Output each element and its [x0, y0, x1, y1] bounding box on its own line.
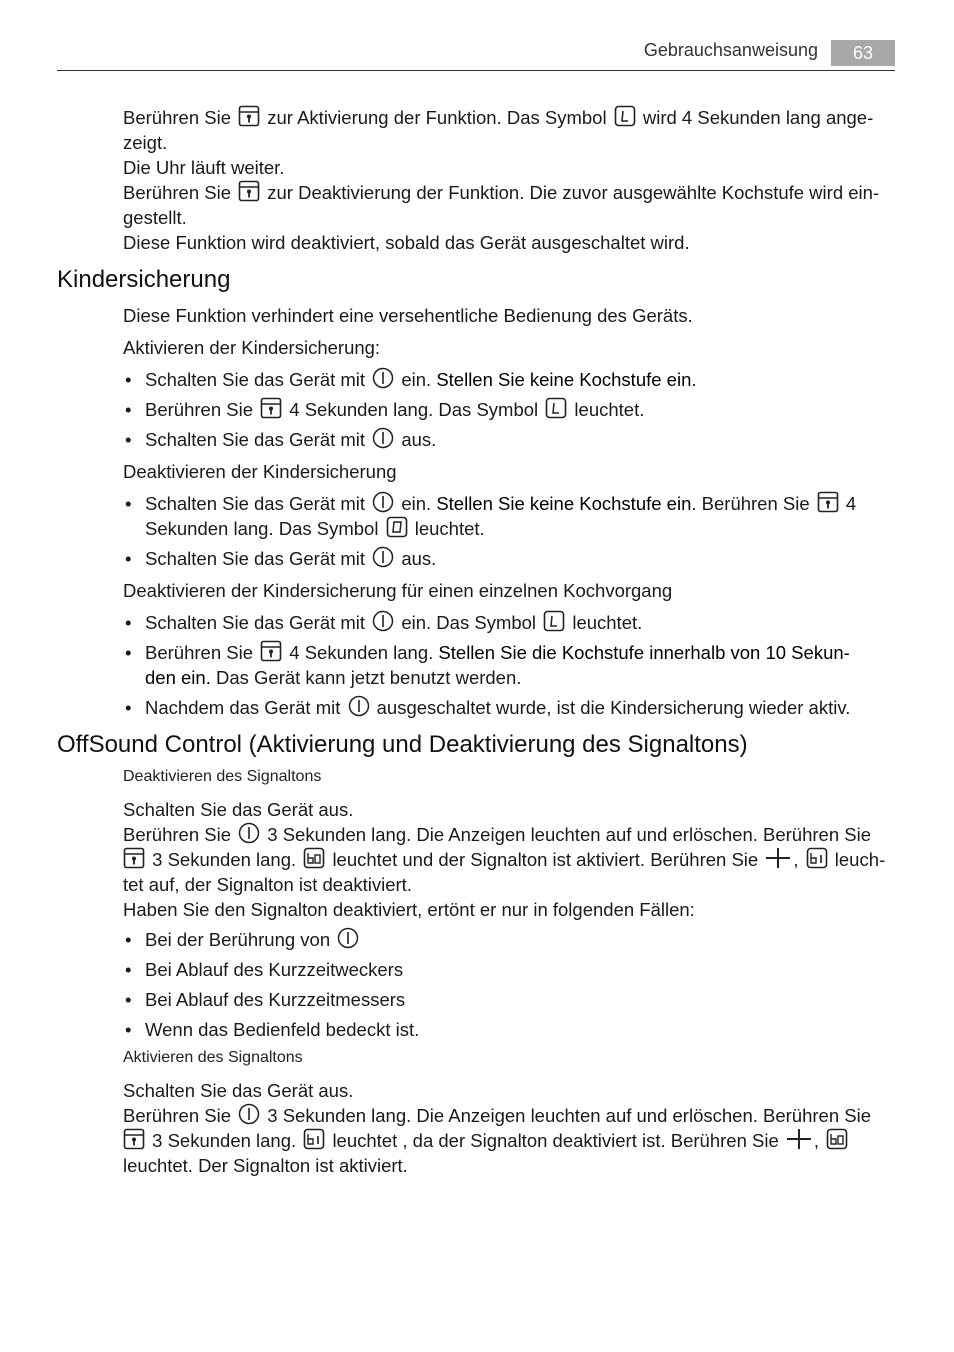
section-heading-kindersicherung: Kindersicherung: [57, 266, 231, 293]
power-icon: [372, 546, 394, 568]
power-icon: [372, 367, 394, 389]
single-title: Deaktivieren der Kindersicherung für einen einzelnen Kochvorgang: [123, 580, 673, 601]
list-item: • Schalten Sie das Gerät mit aus.: [123, 427, 883, 452]
display-b0-icon: [303, 847, 325, 869]
power-icon: [238, 1103, 260, 1125]
display-l-icon: [614, 105, 636, 127]
deactivate-title: Deaktivieren der Kindersicherung: [123, 461, 397, 482]
kinder-description: Diese Funktion verhindert eine versehentliche Bedienung des Geräts.: [123, 305, 693, 326]
lock-icon: [260, 397, 282, 419]
list-item: • Nachdem das Gerät mit ausgeschaltet wurde, ist die Kindersicherung wieder aktiv.: [123, 695, 883, 720]
lock-icon: [123, 847, 145, 869]
power-icon: [372, 491, 394, 513]
section-heading-offsound: OffSound Control (Aktivierung und Deaktivierung des Signaltons): [57, 731, 748, 758]
sound-cases: [123, 927, 883, 1047]
plus-icon: [786, 1128, 812, 1150]
display-b1-icon: [303, 1128, 325, 1150]
header-title: Gebrauchsanweisung: [643, 40, 818, 60]
lock-icon: [238, 105, 260, 127]
list-item: • Berühren Sie 4 Sekunden lang. Stellen Sie die Kochstufe innerhalb von 10 Sekun- den ein. Das Gerät kann jetzt benutzt werden.: [123, 640, 883, 690]
deactivate-sound-text: Schalten Sie das Gerät aus. Berühren Sie 3 Sekunden lang. Die Anzeigen leuchten auf und erlöschen. Berühren Sie 3 Sekunden lang. leuchtet und der Signalton ist aktiviert. Berühren Sie , leuch- tet auf, der Signalton ist deaktiviert. Haben Sie den Signalton deaktiviert, ertönt er nur in folgenden Fällen:: [123, 799, 886, 920]
plus-icon: [765, 847, 791, 869]
activate-sound-title: Aktivieren des Signaltons: [123, 1049, 303, 1066]
power-icon: [372, 610, 394, 632]
power-icon: [337, 927, 359, 949]
list-item: • Schalten Sie das Gerät mit ein. Stellen Sie keine Kochstufe ein. Berühren Sie 4 Sekunden lang. Das Symbol leuchtet.: [123, 491, 883, 541]
header-divider: [57, 70, 895, 71]
list-item: • Schalten Sie das Gerät mit aus.: [123, 546, 883, 571]
display-b1-icon: [806, 847, 828, 869]
activate-sound-text: Schalten Sie das Gerät aus. Berühren Sie 3 Sekunden lang. Die Anzeigen leuchten auf und erlöschen. Berühren Sie 3 Sekunden lang. leuchtet , da der Signalton deaktiviert ist. Berühren Sie , leuchtet. Der Signalton ist aktiviert.: [123, 1080, 871, 1176]
power-icon: [372, 427, 394, 449]
page-number: 63: [831, 40, 895, 66]
list-item: • Bei Ablauf des Kurzzeitweckers: [123, 957, 883, 982]
lock-icon: [817, 491, 839, 513]
lock-icon: [260, 640, 282, 662]
list-item: • Schalten Sie das Gerät mit ein. Stellen Sie keine Kochstufe ein.: [123, 367, 883, 392]
power-icon: [238, 822, 260, 844]
display-l-icon: [543, 610, 565, 632]
intro-paragraph: Berühren Sie zur Aktivierung der Funktion. Das Symbol wird 4 Sekunden lang ange- zeigt. Die Uhr läuft weiter. Berühren Sie zur Deaktivierung der Funktion. Die zuvor ausgewählte Kochstufe wird ein- gestellt. Diese Funktion wird deaktiviert, sobald das Gerät ausgeschaltet wird.: [123, 107, 880, 253]
list-item: • Wenn das Bedienfeld bedeckt ist.: [123, 1017, 883, 1042]
activate-title: Aktivieren der Kindersicherung:: [123, 337, 381, 358]
list-item: • Schalten Sie das Gerät mit ein. Das Symbol leuchtet.: [123, 610, 883, 635]
power-icon: [348, 695, 370, 717]
list-item: • Berühren Sie 4 Sekunden lang. Das Symbol leuchtet.: [123, 397, 883, 422]
single-steps: [123, 610, 883, 725]
display-0-icon: [386, 516, 408, 538]
display-l-icon: [545, 397, 567, 419]
lock-icon: [123, 1128, 145, 1150]
deactivate-steps: [123, 491, 883, 576]
display-b0-icon: [826, 1128, 848, 1150]
list-item: • Bei der Berührung von: [123, 927, 883, 952]
activate-steps: [123, 367, 883, 457]
deactivate-sound-title: Deaktivieren des Signaltons: [123, 768, 322, 785]
list-item: • Bei Ablauf des Kurzzeitmessers: [123, 987, 883, 1012]
lock-icon: [238, 180, 260, 202]
